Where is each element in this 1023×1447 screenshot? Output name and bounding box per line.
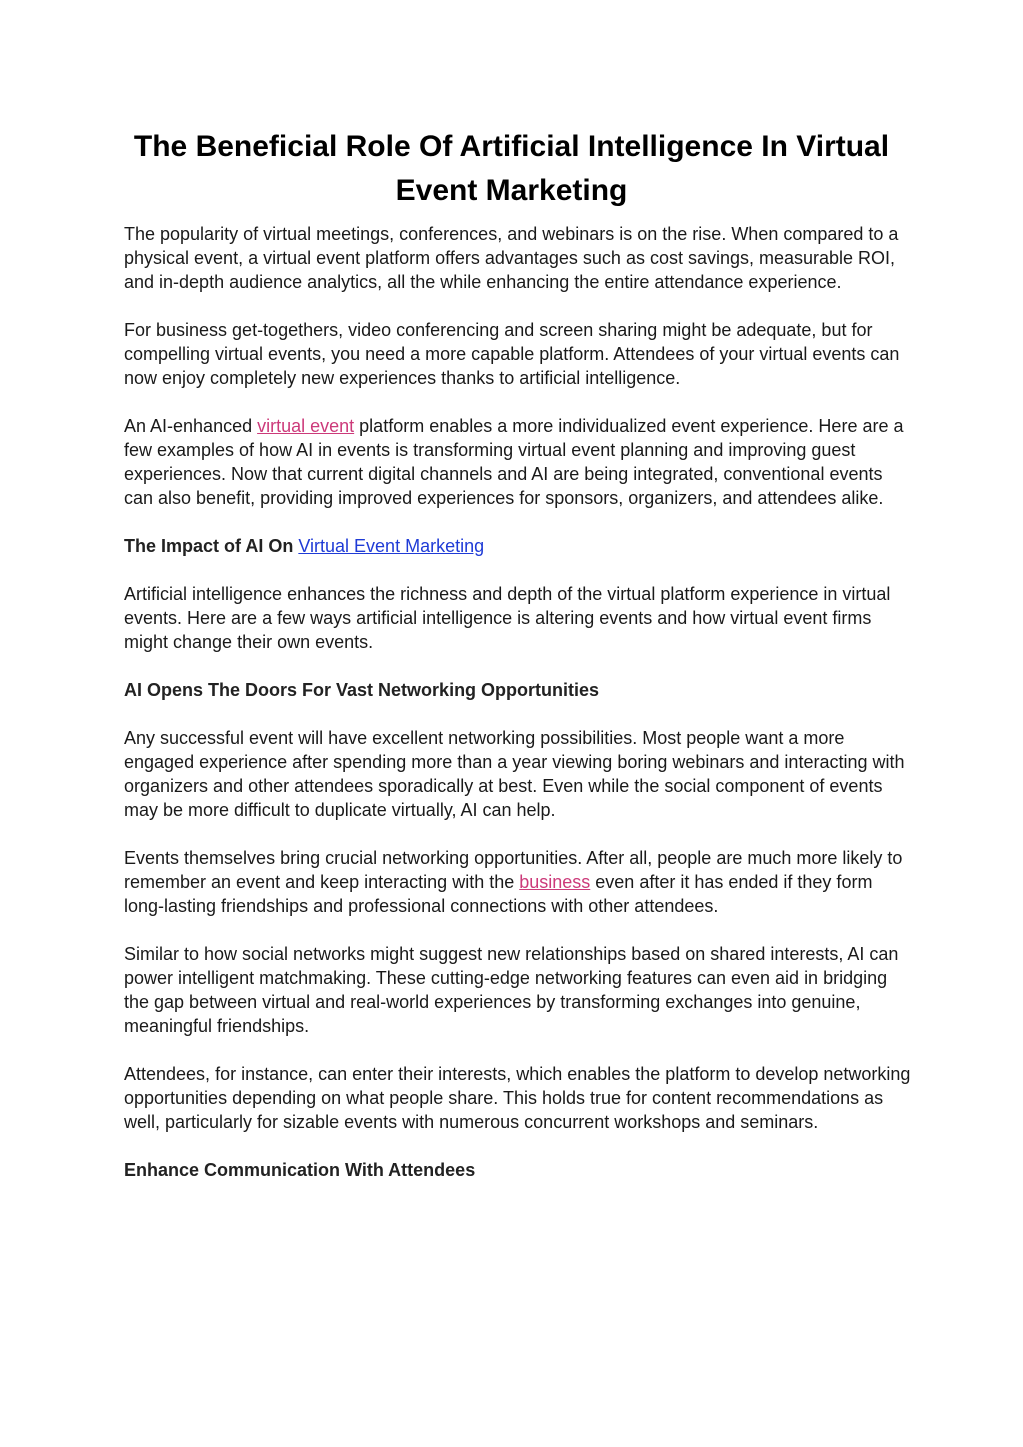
paragraph-richness: Artificial intelligence enhances the richness and depth of the virtual platform experience in virtual events. Here are a few ways artificial intelligence is altering events and how virtual event firms might change their own events. <box>124 584 891 652</box>
paragraph-ai-enhanced-text-before: An AI-enhanced <box>124 416 258 436</box>
business-link[interactable]: business <box>519 872 591 892</box>
paragraph-interests: Attendees, for instance, can enter their interests, which enables the platform to develop networking opportunities depending on what people share. This holds true for content recommendations as well, particularly for sizable events with numerous concurrent workshops and seminars. <box>124 1064 911 1132</box>
heading-enhance-communication: Enhance Communication With Attendees <box>124 1160 476 1180</box>
virtual-event-link[interactable]: virtual event <box>257 416 355 436</box>
paragraph-platform: For business get-togethers, video conferencing and screen sharing might be adequate, but for compelling virtual events, you need a more capable platform. Attendees of your virtual events can now enjoy completely new experiences thanks to artificial intelligence. <box>124 320 900 388</box>
paragraph-ai-enhanced-text-after: platform enables a more individualized event experience. Here are a few examples of how AI in events is transforming virtual event planning and improving guest experiences. Now that current digital channels and AI are being integrated, conventional events can also benefit, providing improved experiences for sponsors, organizers, and attendees alike. <box>124 416 904 508</box>
paragraph-successful-event: Any successful event will have excellent networking possibilities. Most people want a more engaged experience after spending more than a year viewing boring webinars and interacting with organizers and other attendees sporadically at best. Even while the social component of events may be more difficult to duplicate virtually, AI can help. <box>124 728 905 820</box>
paragraph-intro: The popularity of virtual meetings, conferences, and webinars is on the rise. When compared to a physical event, a virtual event platform offers advantages such as cost savings, measurable ROI, and in-depth audience analytics, all the while enhancing the entire attendance experience. <box>124 224 899 292</box>
paragraph-networking <box>124 846 914 918</box>
heading-impact-text: The Impact of AI On <box>124 536 299 556</box>
heading-networking-opportunities: AI Opens The Doors For Vast Networking Opportunities <box>124 680 600 700</box>
paragraph-ai-enhanced <box>124 414 914 510</box>
page-title: The Beneficial Role Of Artificial Intelligence In Virtual Event Marketing <box>133 130 890 207</box>
heading-impact-of-ai <box>124 534 914 558</box>
paragraph-networking-text-after: even after it has ended if they form long-lasting friendships and professional connections with other attendees. <box>124 872 873 916</box>
virtual-event-marketing-link[interactable]: Virtual Event Marketing <box>298 536 485 556</box>
paragraph-matchmaking: Similar to how social networks might suggest new relationships based on shared interests, AI can power intelligent matchmaking. These cutting-edge networking features can even aid in bridging the gap between virtual and real-world experiences by transforming exchanges into genuine, meaningful friendships. <box>124 944 899 1036</box>
article-body <box>124 222 914 1206</box>
paragraph-networking-text-before: Events themselves bring crucial networking opportunities. After all, people are much more likely to remember an event and keep interacting with the <box>124 848 903 892</box>
